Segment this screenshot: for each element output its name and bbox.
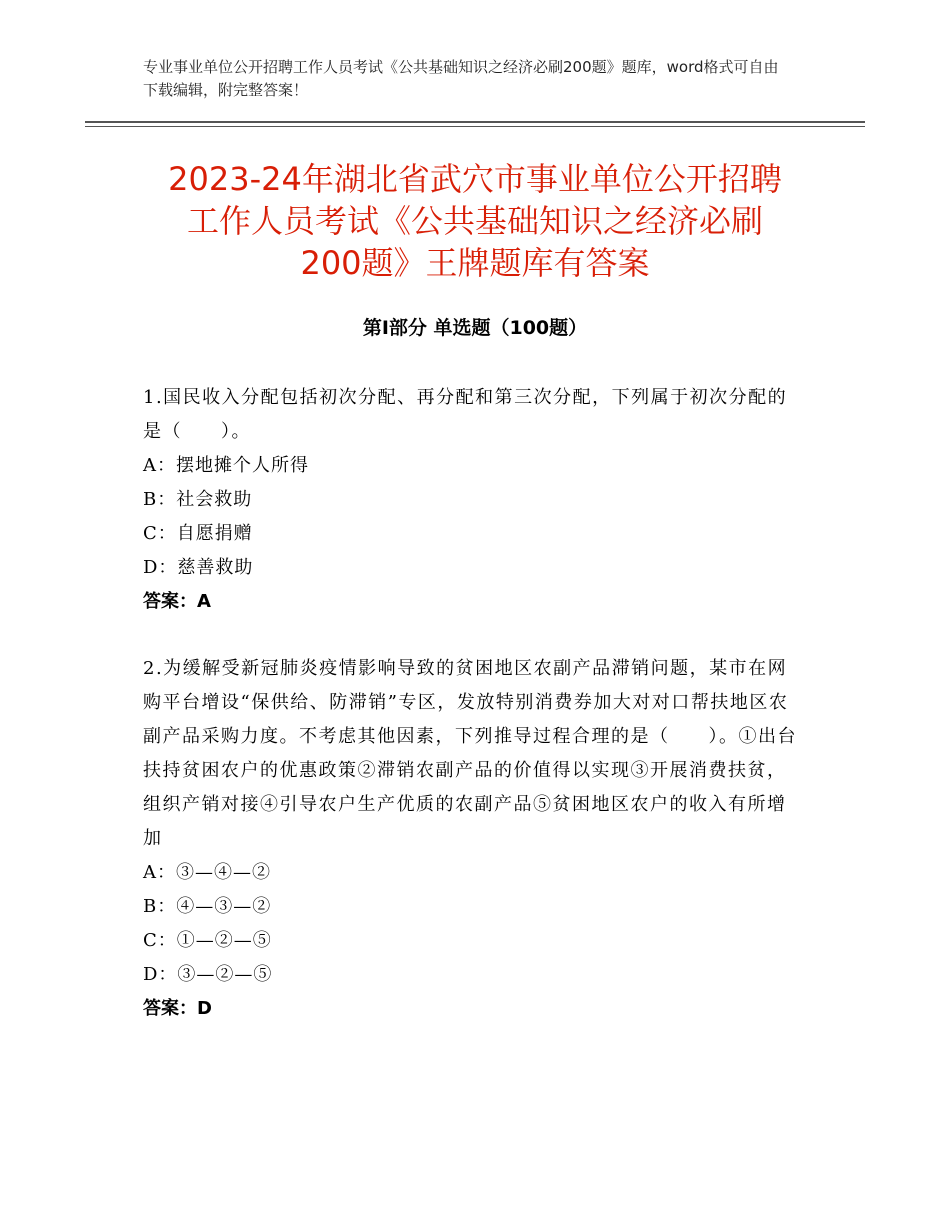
answer: 答案：D xyxy=(143,998,212,1019)
title-line-1: 2023-24年湖北省武穴市事业单位公开招聘 xyxy=(168,160,782,198)
question-stem: 2.为缓解受新冠肺炎疫情影响导致的贫困地区农副产品滞销问题，某市在网购平台增设“保供给、防滞销”专区，发放特别消费券加大对对口帮扶地区农副产品采购力度。不考虑其他因素，下列推导过程合理的是（ ）。①出台扶持贫困农户的优惠政策②滞销农副产品的价值得以实现③开展消费扶贫，组织产销对接④引导农户生产优质的农副产品⑤贫困地区农户的收入有所增加 xyxy=(143,658,797,849)
header-note: 专业事业单位公开招聘工作人员考试《公共基础知识之经济必刷200题》题库，word格式可自由下载编辑，附完整答案！ xyxy=(143,58,779,99)
option-d: D：慈善救助 xyxy=(143,557,254,578)
header-rule-thick xyxy=(85,121,865,123)
option-a: A：摆地摊个人所得 xyxy=(143,455,309,476)
option-c: C：自愿捐赠 xyxy=(143,523,253,544)
question-2 xyxy=(143,652,803,1026)
header-rule-thin xyxy=(85,126,865,127)
question-stem: 1.国民收入分配包括初次分配、再分配和第三次分配，下列属于初次分配的是（ ）。 xyxy=(143,387,788,442)
title-line-2: 工作人员考试《公共基础知识之经济必刷 xyxy=(186,202,763,240)
document-title xyxy=(130,158,820,284)
option-c: C：①—②—⑤ xyxy=(143,930,272,951)
title-line-3: 200题》王牌题库有答案 xyxy=(300,244,650,282)
section-heading: 第Ⅰ部分 单选题（100题） xyxy=(362,317,588,339)
option-b: B：④—③—② xyxy=(143,896,272,917)
option-b: B：社会救助 xyxy=(143,489,253,510)
option-d: D：③—②—⑤ xyxy=(143,964,273,985)
option-a: A：③—④—② xyxy=(143,862,271,883)
answer: 答案：A xyxy=(143,591,211,612)
question-1 xyxy=(143,381,803,619)
